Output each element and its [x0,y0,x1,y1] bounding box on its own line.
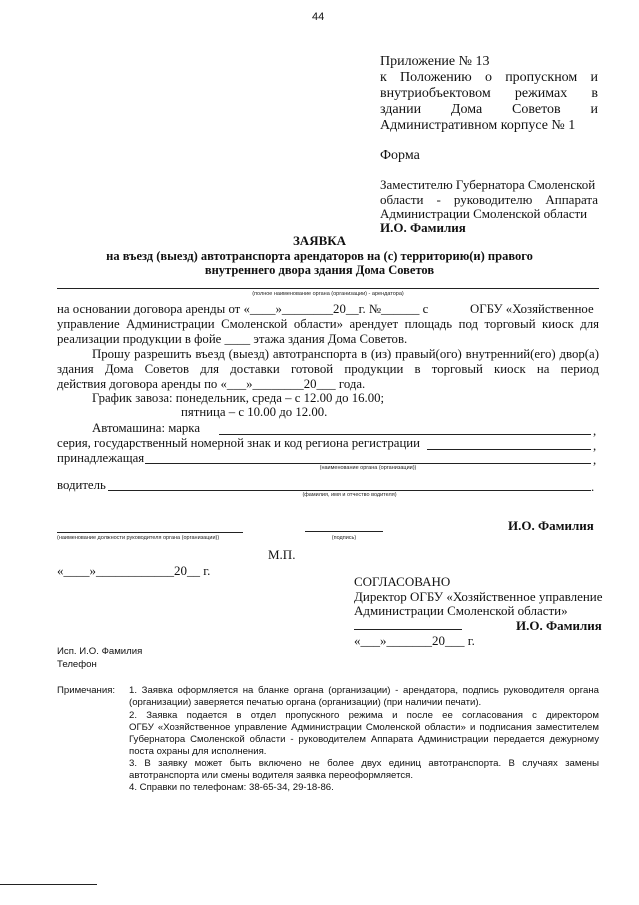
para2-line3: действия договора аренды по «___»________20___ года. [57,377,366,391]
approval-name: И.О. Фамилия [516,618,602,633]
position-caption: (наименование должности руководителя органа (организации)) [57,535,220,541]
note2-line1: 2. Заявка подается в отдел пропускного режима и после ее согласования с директором [129,710,599,721]
vehicle-brand-comma: , [593,423,597,438]
para1-line3: реализации продукции в фойе ____ этажа здания Дома Советов. [57,332,408,346]
appendix-line3: внутриобъектовом режимах в [380,86,598,101]
note2-line2: ОГБУ «Хозяйственное управление Администрации Смоленской области» и подписания заместителем [129,722,599,733]
approval-date: «___»_______20___ г. [354,633,475,648]
executor-name: Исп. И.О. Фамилия [57,646,143,657]
driver-period: . [591,479,595,494]
doc-subtitle2: внутреннего двора здания Дома Советов [204,263,435,277]
schedule-line2: пятница – с 10.00 до 12.00. [181,405,328,419]
addressee-line3: Администрации Смоленской области [380,206,588,221]
driver-caption: (фамилия, имя и отчество водителя) [302,492,397,498]
signature-date: «____»____________20__ г. [57,563,211,578]
approval-title: СОГЛАСОВАНО [354,574,451,589]
approval-line2: Администрации Смоленской области» [354,603,568,618]
addressee-name: И.О. Фамилия [380,220,466,235]
driver-line [108,490,591,491]
note3-line1: 3. В заявку может быть включено не более двух единиц автотранспорта. В случаях замены [129,758,599,769]
vehicle-series-comma: , [593,438,597,453]
para2-line1: Прошу разрешить въезд (выезд) автотранспорта в (из) правый(ого) внутренний(его) двор(а) [92,347,599,361]
vehicle-owner-line [145,463,591,464]
doc-subtitle1: на въезд (выезд) автотранспорта арендаторов на (с) территорию(и) правого [106,249,533,263]
sign-line [305,531,383,532]
schedule-line1: График завоза: понедельник, среда – с 12.00 до 16.00; [92,391,385,405]
note2-line4: поста охраны для исполнения. [129,746,267,757]
para1-line2: управление Администрации Смоленской области» арендует площадь под торговый киоск для [57,317,599,331]
footnote-separator [0,884,97,885]
vehicle-owner-comma: , [593,452,597,467]
vehicle-series-label: серия, государственный номерной знак и код региона регистрации [57,436,421,450]
org-name-line [57,288,599,289]
signer-name: И.О. Фамилия [508,518,594,533]
page-number: 44 [312,11,325,23]
addressee-line2: области - руководителю Аппарата [380,192,598,207]
sign-caption: (подпись) [331,535,357,541]
executor-phone: Телефон [57,659,97,670]
org-name-caption: (полное наименование органа (организации) - арендатора) [252,291,404,297]
para2-line2: здания Дома Советов для доставки готовой продукции в торговый киоск на период [57,362,599,376]
approval-line1: Директор ОГБУ «Хозяйственное управление [354,589,603,604]
vehicle-brand-label: Автомашина: марка [92,421,201,435]
appendix-line4: здании Дома Советов и [380,102,598,117]
position-line [57,532,243,533]
appendix-line5: Административном корпусе № 1 [380,118,576,133]
note2-line3: Губернатора Смоленской области - руководителем Аппарата Администрации передается дежурному [129,734,599,745]
doc-title: ЗАЯВКА [292,233,347,248]
note4: 4. Справки по телефонам: 38-65-34, 29-18-86. [129,782,334,793]
addressee-line1: Заместителю Губернатора Смоленской [380,177,596,192]
note1-line1: 1. Заявка оформляется на бланке органа (организации) - арендатора, подпись руководителя органа [129,685,599,696]
appendix-line2: к Положению о пропускном и [380,70,598,85]
note1-line2: (организации) заверяется печатью органа (организации) (при наличии печати). [129,697,482,708]
para1-line1-start: на основании договора аренды от «____»________20__г. №______ с [57,302,429,316]
driver-label: водитель [57,478,106,492]
notes-label: Примечания: [57,685,116,696]
vehicle-owner-caption: (наименование органа (организации)) [319,465,417,471]
vehicle-brand-line [219,434,591,435]
para1-line1-end: ОГБУ «Хозяйственное [470,302,594,316]
note3-line2: автотранспорта или смены водителя заявка переоформляется. [129,770,414,781]
approval-sign-line [354,629,462,630]
form-label: Форма [380,148,420,163]
stamp-label: М.П. [268,547,296,562]
vehicle-series-line [427,449,591,450]
vehicle-owner-label: принадлежащая [57,451,145,465]
appendix-line1: Приложение № 13 [380,54,490,69]
